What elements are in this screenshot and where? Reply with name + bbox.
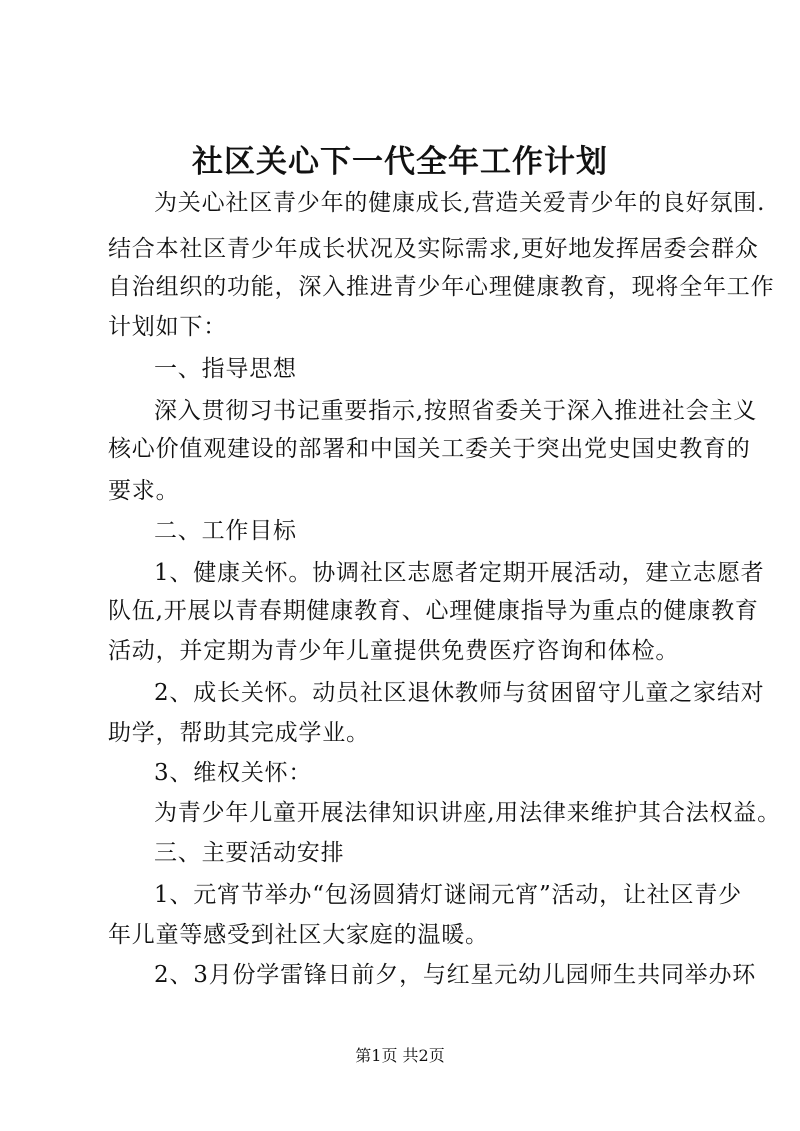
body-line: 3、维权关怀：: [154, 760, 313, 786]
body-line: 结合本社区青少年成长状况及实际需求,更好地发挥居委会群众: [108, 236, 759, 262]
body-line: 年儿童等感受到社区大家庭的温暖。: [108, 922, 489, 948]
section-heading: 三、主要活动安排: [154, 840, 345, 866]
body-line: 自治组织的功能，深入推进青少年心理健康教育，现将全年工作: [108, 274, 775, 300]
body-line: 为关心社区青少年的健康成长,营造关爱青少年的良好氛围.: [154, 190, 766, 216]
body-line: 活动，并定期为青少年儿童提供免费医疗咨询和体检。: [108, 638, 680, 664]
section-heading: 一、指导思想: [154, 356, 297, 382]
section-heading: 二、工作目标: [154, 518, 297, 544]
body-line: 队伍,开展以青春期健康教育、心理健康指导为重点的健康教育: [108, 598, 759, 624]
body-line: 深入贯彻习书记重要指示,按照省委关于深入推进社会主义: [154, 398, 758, 424]
document-title: 社区关心下一代全年工作计划: [192, 144, 608, 180]
body-line: 要求。: [108, 478, 180, 504]
body-line: 为青少年儿童开展法律知识讲座,用法律来维护其合法权益。: [154, 800, 781, 826]
body-line: 计划如下：: [108, 314, 227, 340]
body-line: 1、元宵节举办“包汤圆猜灯谜闹元宵”活动，让社区青少: [154, 882, 742, 908]
body-line: 2、3月份学雷锋日前夕，与红星元幼儿园师生共同举办环: [154, 962, 757, 988]
body-line: 1、健康关怀。协调社区志愿者定期开展活动，建立志愿者: [154, 560, 765, 586]
body-line: 核心价值观建设的部署和中国关工委关于突出党史国史教育的: [108, 436, 751, 462]
page-footer: 第1页 共2页: [355, 1046, 445, 1065]
body-line: 2、成长关怀。动员社区退休教师与贫困留守儿童之家结对: [154, 680, 765, 706]
body-line: 助学，帮助其完成学业。: [108, 720, 370, 746]
